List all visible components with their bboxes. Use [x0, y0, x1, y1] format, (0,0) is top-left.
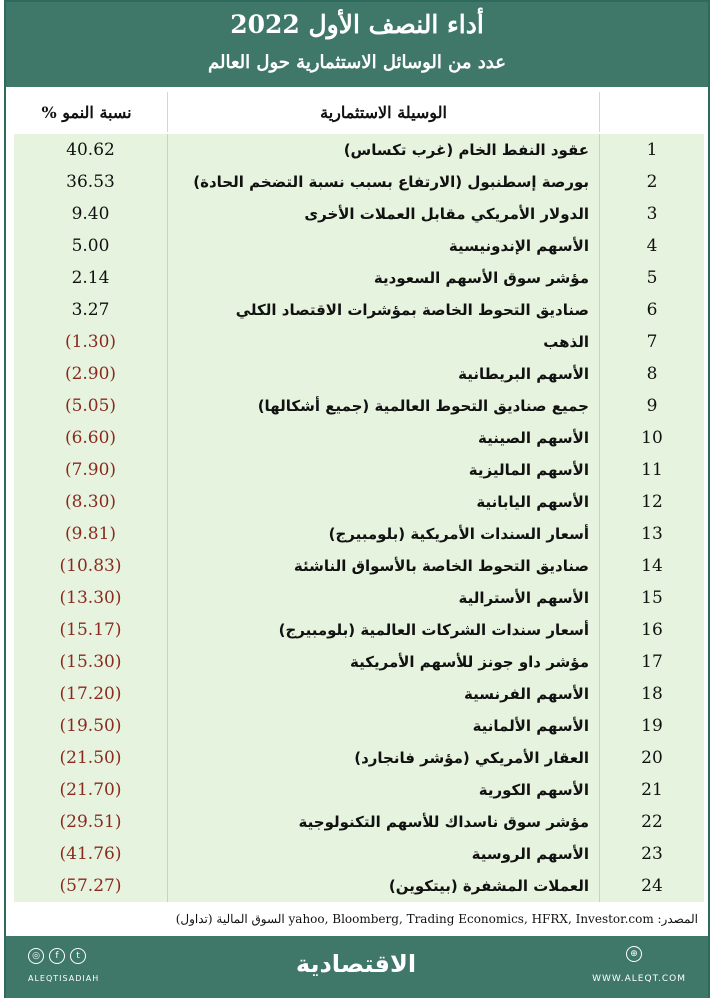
- growth-value: (7.90): [14, 454, 168, 486]
- growth-value: (8.30): [14, 486, 168, 518]
- row-number: 7: [646, 332, 658, 352]
- table-row: [14, 390, 704, 422]
- instrument-name: أسعار السندات الأمريكية (بلومبيرج): [168, 518, 600, 550]
- instrument-name: الأسهم الأسترالية: [168, 582, 600, 614]
- growth-value: 3.27: [14, 294, 168, 326]
- table-row: [14, 326, 704, 358]
- growth-value: (19.50): [14, 710, 168, 742]
- table-row: [14, 166, 704, 198]
- instrument-name: بورصة إسطنبول (الارتفاع بسبب نسبة التضخم الحادة): [168, 166, 600, 198]
- table-row: [14, 550, 704, 582]
- row-number: 21: [641, 780, 663, 800]
- row-number: 6: [646, 300, 658, 320]
- table-row: [14, 742, 704, 774]
- table-row: [14, 486, 704, 518]
- instrument-name: جميع صناديق التحوط العالمية (جميع أشكالها): [168, 390, 600, 422]
- facebook-icon[interactable]: f: [49, 948, 65, 964]
- column-header-growth: نسبة النمو %: [6, 92, 168, 132]
- row-number: 12: [641, 492, 663, 512]
- growth-value: 36.53: [14, 166, 168, 198]
- growth-value: (9.81): [14, 518, 168, 550]
- table-row: [14, 614, 704, 646]
- growth-value: (2.90): [14, 358, 168, 390]
- growth-value: (10.83): [14, 550, 168, 582]
- table-row: [14, 422, 704, 454]
- instrument-name: الذهب: [168, 326, 600, 358]
- instrument-name: صناديق التحوط الخاصة بالأسواق الناشئة: [168, 550, 600, 582]
- instagram-icon[interactable]: ◎: [28, 948, 44, 964]
- table-row: [14, 358, 704, 390]
- growth-value: 2.14: [14, 262, 168, 294]
- table-row: [14, 454, 704, 486]
- growth-value: (21.50): [14, 742, 168, 774]
- brand-logo: الاقتصادية: [295, 950, 417, 978]
- table-row: [14, 198, 704, 230]
- row-number: 11: [641, 460, 663, 480]
- instrument-name: العملات المشفرة (بيتكوين): [168, 870, 600, 902]
- growth-value: (6.60): [14, 422, 168, 454]
- table-row: [14, 678, 704, 710]
- growth-value: (29.51): [14, 806, 168, 838]
- table-row: [14, 294, 704, 326]
- row-number: 18: [641, 684, 663, 704]
- table-row: [14, 134, 704, 166]
- instrument-name: الدولار الأمريكي مقابل العملات الأخرى: [168, 198, 600, 230]
- instrument-name: صناديق التحوط الخاصة بمؤشرات الاقتصاد الكلي: [168, 294, 600, 326]
- row-number: 13: [641, 524, 663, 544]
- growth-value: (57.27): [14, 870, 168, 902]
- instrument-name: الأسهم الماليزية: [168, 454, 600, 486]
- data-table: [14, 134, 704, 902]
- row-number: 17: [641, 652, 663, 672]
- instrument-name: الأسهم اليابانية: [168, 486, 600, 518]
- growth-value: 5.00: [14, 230, 168, 262]
- row-number: 10: [641, 428, 663, 448]
- twitter-icon[interactable]: t: [70, 948, 86, 964]
- table-row: [14, 806, 704, 838]
- instrument-name: مؤشر سوق ناسداك للأسهم التكنولوجية: [168, 806, 600, 838]
- growth-value: 9.40: [14, 198, 168, 230]
- table-row: [14, 262, 704, 294]
- row-number: 5: [646, 268, 658, 288]
- instrument-name: مؤشر سوق الأسهم السعودية: [168, 262, 600, 294]
- instrument-name: الأسهم الصينية: [168, 422, 600, 454]
- row-number: 9: [646, 396, 658, 416]
- growth-value: (15.17): [14, 614, 168, 646]
- row-number: 16: [641, 620, 663, 640]
- growth-value: (17.20): [14, 678, 168, 710]
- instrument-name: أسعار سندات الشركات العالمية (بلومبيرج): [168, 614, 600, 646]
- growth-value: (1.30): [14, 326, 168, 358]
- growth-value: (13.30): [14, 582, 168, 614]
- social-icons: [28, 948, 138, 968]
- table-row: [14, 646, 704, 678]
- instrument-name: الأسهم الألمانية: [168, 710, 600, 742]
- row-number: 14: [641, 556, 663, 576]
- page-subtitle: عدد من الوسائل الاستثمارية حول العالم: [208, 52, 506, 73]
- infographic-frame: [4, 0, 710, 998]
- instrument-name: الأسهم الروسية: [168, 838, 600, 870]
- instrument-name: مؤشر داو جونز للأسهم الأمريكية: [168, 646, 600, 678]
- growth-value: (21.70): [14, 774, 168, 806]
- row-number: 4: [646, 236, 658, 256]
- row-number: 3: [646, 204, 658, 224]
- row-number: 8: [646, 364, 658, 384]
- page-title: أداء النصف الأول 2022: [230, 10, 484, 39]
- footer-bar: [6, 936, 708, 998]
- instrument-name: عقود النفط الخام (غرب تكساس): [168, 134, 600, 166]
- table-row: [14, 582, 704, 614]
- table-row: [14, 230, 704, 262]
- growth-value: (41.76): [14, 838, 168, 870]
- row-number: 1: [646, 140, 658, 160]
- instrument-name: الأسهم الإندونيسية: [168, 230, 600, 262]
- growth-value: (5.05): [14, 390, 168, 422]
- table-row: [14, 518, 704, 550]
- row-number: 15: [641, 588, 663, 608]
- globe-icon: ⊕: [626, 946, 642, 962]
- instrument-name: الأسهم الكورية: [168, 774, 600, 806]
- growth-value: 40.62: [14, 134, 168, 166]
- growth-value: (15.30): [14, 646, 168, 678]
- social-handle: ALEQTISADIAH: [28, 974, 100, 983]
- table-row: [14, 774, 704, 806]
- instrument-name: الأسهم البريطانية: [168, 358, 600, 390]
- row-number: 19: [641, 716, 663, 736]
- header-banner: [6, 2, 708, 87]
- row-number: 2: [646, 172, 658, 192]
- instrument-name: العقار الأمريكي (مؤشر فانجارد): [168, 742, 600, 774]
- table-row: [14, 710, 704, 742]
- row-number: 23: [641, 844, 663, 864]
- source-note: المصدر: yahoo, Bloomberg, Trading Economics, HFRX, Investor.com السوق المالية (تداول): [175, 912, 698, 926]
- table-row: [14, 838, 704, 870]
- website-link[interactable]: WWW.ALEQT.COM: [592, 974, 686, 984]
- table-row: [14, 870, 704, 902]
- column-header-number: [600, 92, 708, 132]
- row-number: 24: [641, 876, 663, 896]
- row-number: 22: [641, 812, 663, 832]
- column-header-instrument: الوسيلة الاستثمارية: [168, 92, 600, 132]
- instrument-name: الأسهم الفرنسية: [168, 678, 600, 710]
- row-number: 20: [641, 748, 663, 768]
